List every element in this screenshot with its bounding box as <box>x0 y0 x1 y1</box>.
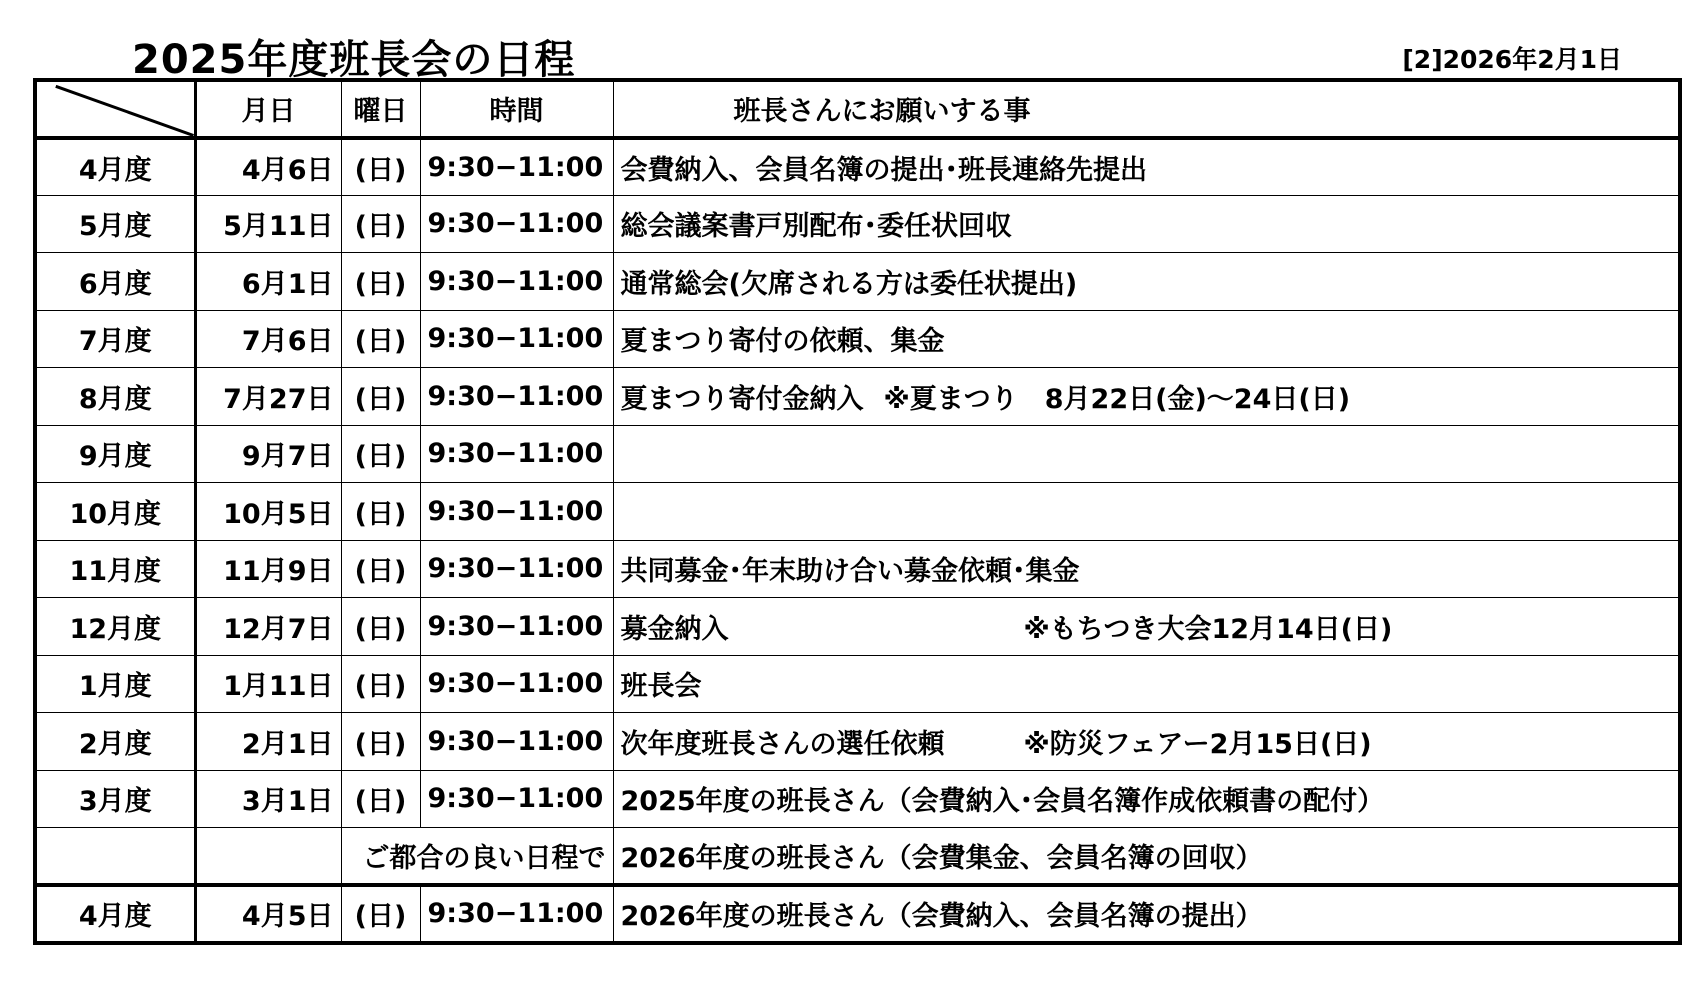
dow-cell: (日) <box>341 770 420 828</box>
request-text: 募金納入 <box>620 613 729 645</box>
dow-cell: (日) <box>341 885 420 943</box>
dow-cell: (日) <box>341 655 420 713</box>
time-cell: 9:30−11:00 <box>420 483 613 541</box>
month-cell: 10月度 <box>35 483 195 541</box>
schedule-row <box>35 195 1680 253</box>
month-cell: 4月度 <box>35 885 195 943</box>
time-cell: 9:30−11:00 <box>420 713 613 771</box>
request-note: ※夏まつり 8月22日(金)～24日(日) <box>883 383 1351 415</box>
request-text: 通常総会(欠席される方は委任状提出) <box>620 268 1078 300</box>
month-cell: 2月度 <box>35 713 195 771</box>
request-text: 夏まつり寄付の依頼、集金 <box>620 326 945 358</box>
schedule-row <box>35 770 1680 828</box>
schedule-row <box>35 425 1680 483</box>
request-cell <box>613 368 1680 426</box>
time-cell: 9:30−11:00 <box>420 540 613 598</box>
schedule-row <box>35 713 1680 771</box>
request-note: ※もちつき大会12月14日(日) <box>1023 613 1393 645</box>
request-cell <box>613 425 1680 483</box>
request-text: 次年度班長さんの選任依頼 <box>620 728 945 760</box>
request-cell <box>613 770 1680 828</box>
request-text: 2025年度の班長さん（会費納入･会員名簿作成依頼書の配付） <box>620 786 1385 818</box>
date-cell: 2月1日 <box>195 713 341 771</box>
month-cell <box>35 828 195 886</box>
page-title: 2025年度班長会の日程 <box>132 37 576 83</box>
month-cell: 12月度 <box>35 598 195 656</box>
dow-cell: (日) <box>341 483 420 541</box>
time-cell: 9:30−11:00 <box>420 885 613 943</box>
time-cell: 9:30−11:00 <box>420 598 613 656</box>
request-cell <box>613 655 1680 713</box>
dow-cell: (日) <box>341 253 420 311</box>
date-cell <box>195 828 341 886</box>
schedule-row <box>35 368 1680 426</box>
request-cell <box>613 253 1680 311</box>
dow-cell: (日) <box>341 138 420 196</box>
month-cell: 9月度 <box>35 425 195 483</box>
date-cell: 6月1日 <box>195 253 341 311</box>
dow-cell: (日) <box>341 713 420 771</box>
time-cell: 9:30−11:00 <box>420 425 613 483</box>
dow-cell: (日) <box>341 310 420 368</box>
schedule-row <box>35 655 1680 713</box>
month-cell: 8月度 <box>35 368 195 426</box>
request-cell <box>613 483 1680 541</box>
date-cell: 7月6日 <box>195 310 341 368</box>
flexible-schedule-row <box>35 828 1680 886</box>
header-date: 月日 <box>195 80 341 138</box>
request-text: 班長会 <box>620 671 702 703</box>
header-request: 班長さんにお願いする事 <box>613 80 1680 138</box>
time-cell: 9:30−11:00 <box>420 770 613 828</box>
dow-cell: (日) <box>341 195 420 253</box>
time-cell: 9:30−11:00 <box>420 253 613 311</box>
date-cell: 9月7日 <box>195 425 341 483</box>
date-cell: 4月5日 <box>195 885 341 943</box>
header-dow: 曜日 <box>341 80 420 138</box>
schedule-row <box>35 483 1680 541</box>
request-cell <box>613 713 1680 771</box>
request-cell <box>613 138 1680 196</box>
date-cell: 1月11日 <box>195 655 341 713</box>
time-cell: 9:30−11:00 <box>420 138 613 196</box>
header-row <box>35 80 1680 138</box>
flexible-schedule-cell: ご都合の良い日程で <box>341 828 613 886</box>
schedule-row <box>35 253 1680 311</box>
month-cell: 5月度 <box>35 195 195 253</box>
request-text: 夏まつり寄付金納入 <box>620 383 864 415</box>
request-note: ※防災フェアー2月15日(日) <box>1023 728 1372 760</box>
time-cell: 9:30−11:00 <box>420 368 613 426</box>
time-cell: 9:30−11:00 <box>420 195 613 253</box>
date-cell: 4月6日 <box>195 138 341 196</box>
month-cell: 6月度 <box>35 253 195 311</box>
request-text: 共同募金･年末助け合い募金依頼･集金 <box>620 556 1080 588</box>
request-text: 総会議案書戸別配布･委任状回収 <box>620 211 1012 243</box>
month-cell: 1月度 <box>35 655 195 713</box>
month-cell: 11月度 <box>35 540 195 598</box>
schedule-row <box>35 540 1680 598</box>
month-cell: 7月度 <box>35 310 195 368</box>
request-text: 会費納入、会員名簿の提出･班長連絡先提出 <box>620 154 1147 186</box>
dow-cell: (日) <box>341 540 420 598</box>
header-time: 時間 <box>420 80 613 138</box>
month-cell: 3月度 <box>35 770 195 828</box>
date-cell: 11月9日 <box>195 540 341 598</box>
dow-cell: (日) <box>341 425 420 483</box>
dow-cell: (日) <box>341 598 420 656</box>
time-cell: 9:30−11:00 <box>420 310 613 368</box>
schedule-row <box>35 138 1680 196</box>
request-cell <box>613 598 1680 656</box>
schedule-row <box>35 598 1680 656</box>
schedule-row <box>35 310 1680 368</box>
time-cell: 9:30−11:00 <box>420 655 613 713</box>
header-corner-cell <box>35 80 195 138</box>
date-cell: 5月11日 <box>195 195 341 253</box>
diagonal-line <box>37 82 194 136</box>
request-cell <box>613 310 1680 368</box>
date-cell: 7月27日 <box>195 368 341 426</box>
request-cell <box>613 195 1680 253</box>
month-cell: 4月度 <box>35 138 195 196</box>
request-cell: 2026年度の班長さん（会費集金、会員名簿の回収） <box>613 828 1680 886</box>
date-cell: 10月5日 <box>195 483 341 541</box>
document-date: [2]2026年2月1日 <box>1402 45 1622 74</box>
request-cell: 2026年度の班長さん（会費納入、会員名簿の提出） <box>613 885 1680 943</box>
date-cell: 12月7日 <box>195 598 341 656</box>
schedule-row-next-year <box>35 885 1680 943</box>
request-cell <box>613 540 1680 598</box>
dow-cell: (日) <box>341 368 420 426</box>
schedule-table <box>33 78 1682 945</box>
date-cell: 3月1日 <box>195 770 341 828</box>
